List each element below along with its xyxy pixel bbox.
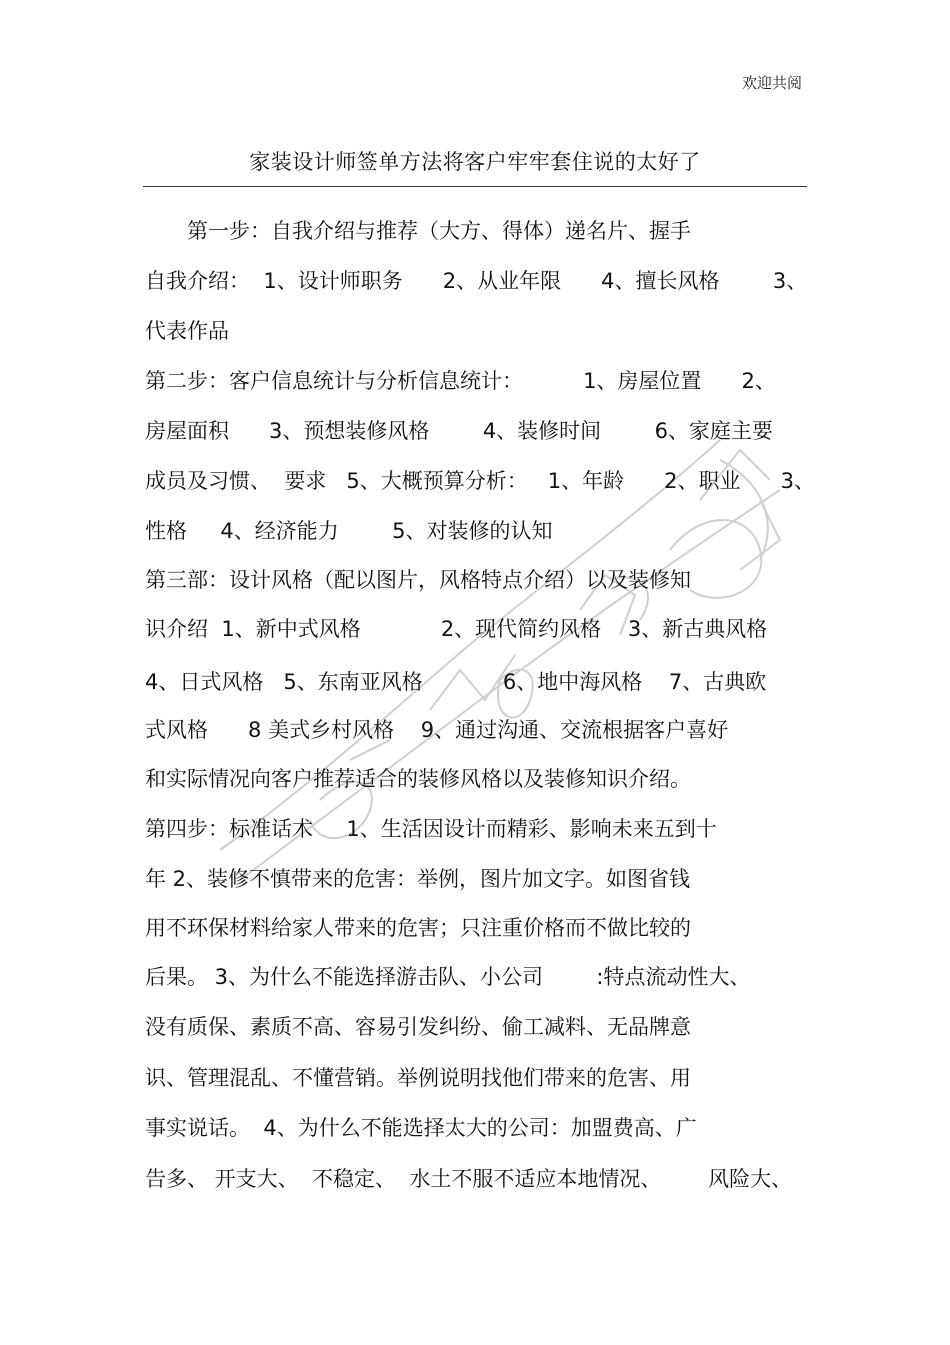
body-line: 第一步：自我介绍与推荐（大方、得体）递名片、握手	[145, 219, 691, 243]
body-line: 成员及习惯、 要求 5、大概预算分析： 1、年龄 2、职业 3、	[145, 469, 815, 493]
watermark-seal	[200, 380, 840, 940]
body-line: 4、日式风格 5、东南亚风格 6、地中海风格 7、古典欧	[145, 670, 767, 694]
body-line: 性格 4、经济能力 5、对装修的认知	[145, 519, 553, 543]
body-line: 用不环保材料给家人带来的危害；只注重价格而不做比较的	[145, 916, 691, 940]
body-line: 代表作品	[145, 319, 229, 343]
body-line: 式风格 8 美式乡村风格 9、通过沟通、交流根据客户喜好	[145, 718, 729, 742]
body-line: 识、管理混乱、不懂营销。举例说明找他们带来的危害、用	[145, 1066, 691, 1090]
body-line: 房屋面积 3、预想装修风格 4、装修时间 6、家庭主要	[145, 419, 773, 443]
body-line: 告多、 开支大、 不稳定、 水土不服不适应本地情况、 风险大、	[145, 1167, 793, 1191]
body-line: 没有质保、素质不高、容易引发纠纷、偷工减料、无品牌意	[145, 1015, 691, 1039]
body-line: 年 2、装修不慎带来的危害：举例，图片加文字。如图省钱	[145, 867, 691, 891]
body-line: 第四步：标准话术 1、生活因设计而精彩、影响未来五到十	[145, 817, 717, 841]
title-divider	[143, 186, 807, 187]
body-line: 后果。 3、为什么不能选择游击队、小公司 :特点流动性大、	[145, 965, 751, 989]
body-line: 识介绍 1、新中式风格 2、现代简约风格 3、新古典风格	[145, 617, 768, 641]
body-line: 第三部：设计风格（配以图片，风格特点介绍）以及装修知	[145, 568, 691, 592]
body-line: 第二步：客户信息统计与分析信息统计： 1、房屋位置 2、	[145, 369, 776, 393]
body-line: 事实说话。 4、为什么不能选择太大的公司：加盟费高、广	[145, 1116, 697, 1140]
body-line: 和实际情况向客户推荐适合的装修风格以及装修知识介绍。	[145, 767, 691, 791]
document-title: 家装设计师签单方法将客户牢牢套住说的太好了	[249, 150, 701, 174]
header-note: 欢迎共阅	[741, 74, 802, 92]
body-line: 自我介绍： 1、设计师职务 2、从业年限 4、擅长风格 3、	[145, 269, 808, 293]
